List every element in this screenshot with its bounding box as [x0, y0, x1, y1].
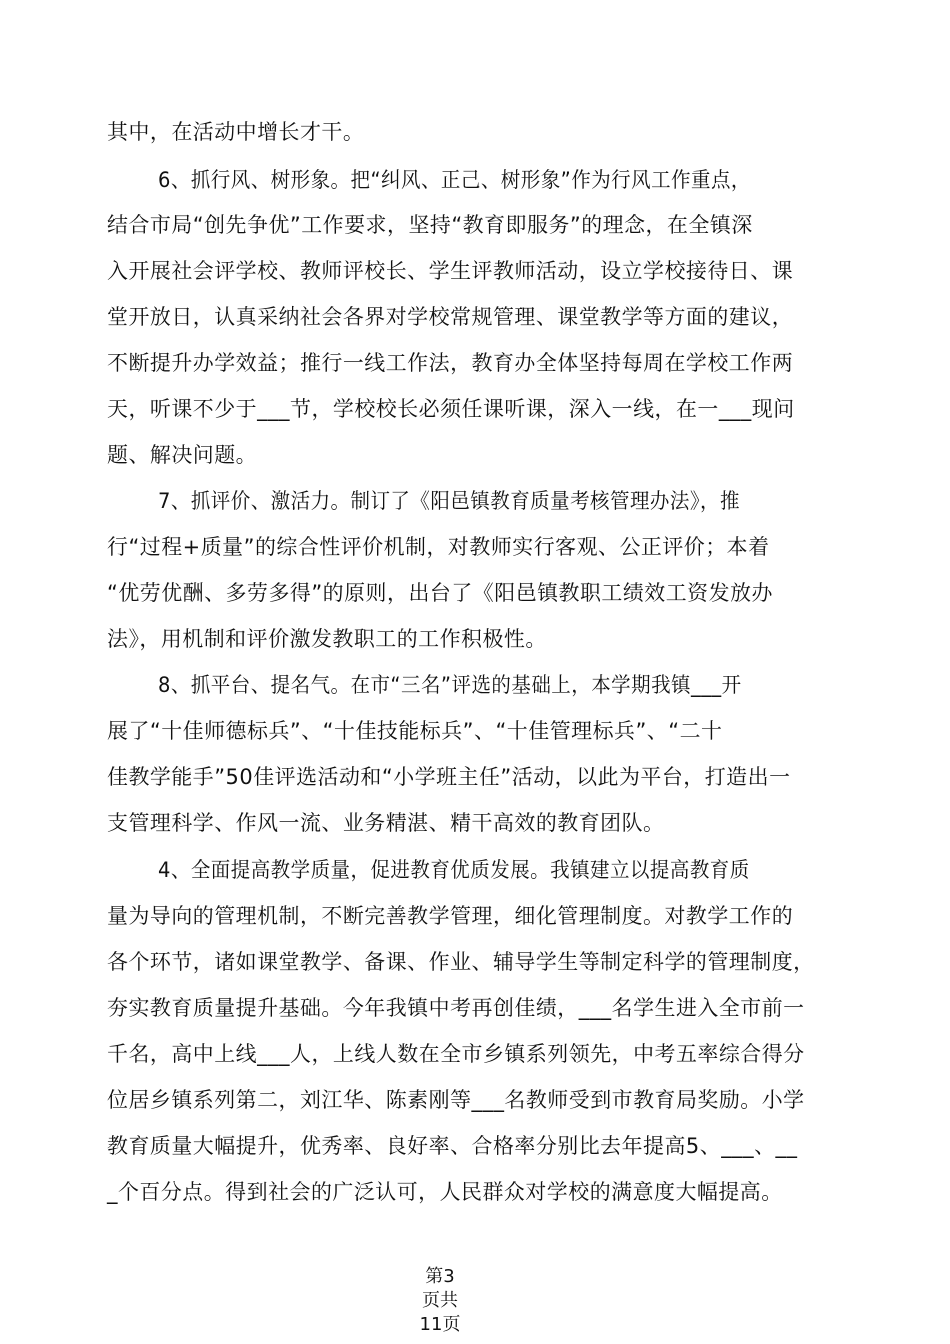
text-line: 位居乡镇系列第二，刘江华、陈素刚等___名教师受到市教育局奖励。小学: [107, 1088, 805, 1112]
text-line: 佳教学能手”50佳评选活动和“小学班主任”活动，以此为平台，打造出一: [107, 765, 791, 789]
text-line: 夯实教育质量提升基础。今年我镇中考再创佳绩，___名学生进入全市前一: [107, 996, 805, 1020]
text-line: “优劳优酬、多劳多得”的原则，出台了《阳邑镇教职工绩效工资发放办: [107, 581, 773, 605]
page-number: 11页: [419, 1314, 461, 1335]
text-line: 8、抓平台、提名气。在市“三名”评选的基础上，本学期我镇___开: [158, 673, 742, 697]
text-line: 7、抓评价、激活力。制订了《阳邑镇教育质量考核管理办法》，推: [158, 489, 740, 513]
text-line: 支管理科学、作风一流、业务精湛、精干高效的教育团队。: [107, 811, 665, 835]
text-line: 结合市局“创先争优”工作要求，坚持“教育即服务”的理念，在全镇深: [107, 213, 753, 237]
page-number: 第3: [425, 1266, 455, 1287]
text-line: 题、解决问题。: [107, 443, 258, 467]
text-line: 各个环节，诸如课堂教学、备课、作业、辅导学生等制定科学的管理制度，: [107, 950, 815, 974]
text-line: 行“过程+质量”的综合性评价机制，对教师实行客观、公正评价；本着: [107, 535, 770, 559]
text-line: 不断提升办学效益；推行一线工作法，教育办全体坚持每周在学校工作两: [107, 351, 794, 375]
text-line: 入开展社会评学校、教师评校长、学生评教师活动，设立学校接待日、课: [107, 259, 794, 283]
page-number: 页共: [422, 1290, 458, 1311]
text-line: 展了“十佳师德标兵”、“十佳技能标兵”、“十佳管理标兵”、“二十: [107, 719, 723, 743]
text-line: 6、抓行风、树形象。把“纠风、正己、树形象”作为行风工作重点，: [158, 168, 751, 192]
text-line: 其中，在活动中增长才干。: [107, 120, 365, 144]
text-line: 法》，用机制和评价激发教职工的工作积极性。: [107, 627, 547, 651]
text-line: 量为导向的管理机制，不断完善教学管理，细化管理制度。对教学工作的: [107, 904, 794, 928]
text-line: 千名，高中上线___人，上线人数在全市乡镇系列领先，中考五率综合得分: [107, 1042, 805, 1066]
text-line: 堂开放日，认真采纳社会各界对学校常规管理、课堂教学等方面的建议，: [107, 305, 794, 329]
text-line: 4、全面提高教学质量，促进教育优质发展。我镇建立以提高教育质: [158, 858, 750, 882]
text-line: 教育质量大幅提升，优秀率、良好率、合格率分别比去年提高5、___、__: [107, 1134, 798, 1158]
text-line: 天，听课不少于___节，学校校长必须任课听课，深入一线，在一___现问: [107, 397, 795, 421]
text-line: _个百分点。得到社会的广泛认可，人民群众对学校的满意度大幅提高。: [107, 1180, 783, 1204]
